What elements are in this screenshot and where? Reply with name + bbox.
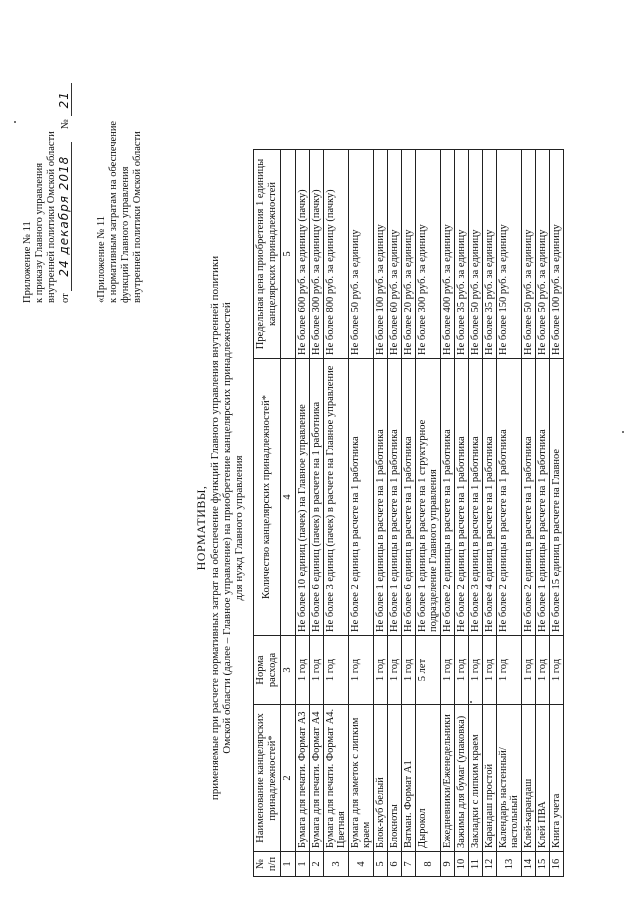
- column-number: 3: [281, 636, 296, 705]
- table-row: [441, 150, 455, 877]
- title-line: Омской области (далее – Главное управление) на приобретение канцелярских принадлежностей: [221, 302, 233, 754]
- scan-speck: [622, 431, 624, 433]
- row-quantity: Не более 4 единиц в расчете на 1 работника: [483, 359, 497, 636]
- approval-line: внутренней политики Омской области: [46, 131, 57, 303]
- row-number: 5: [374, 852, 388, 877]
- header-num: № п/п: [254, 852, 281, 877]
- approval-date-line: [58, 83, 72, 303]
- table-body: [296, 150, 564, 877]
- row-item-name: Книга учета: [550, 705, 564, 852]
- table-row: [455, 150, 469, 877]
- row-number: 11: [469, 852, 483, 877]
- row-quantity: Не более 10 единиц (пачек) на Главное управление: [296, 359, 310, 636]
- row-price: Не более 20 руб. за единицу: [402, 150, 416, 359]
- table-row: [469, 150, 483, 877]
- scan-speck: [14, 121, 16, 123]
- row-quantity: Не более 6 единиц (пачек) в расчете на 1 работника: [310, 359, 324, 636]
- row-price: Не более 150 руб. за единицу: [497, 150, 522, 359]
- row-item-name: Зажимы для бумаг (упаковка): [455, 705, 469, 852]
- row-item-name: Блокноты: [388, 705, 402, 852]
- row-item-name: Бумага для печати. Формат А4. Цветная: [324, 705, 349, 852]
- row-price: Не более 50 руб. за единицу: [522, 150, 536, 359]
- row-number: 14: [522, 852, 536, 877]
- header-qty: Количество канцелярских принадлежностей*: [254, 359, 281, 636]
- row-norm: 1 год: [497, 636, 522, 705]
- row-item-name: Ватман. Формат А1: [402, 705, 416, 852]
- row-quantity: Не более 2 единиц в расчете на 1 работника: [349, 359, 374, 636]
- row-price: Не более 100 руб. за единицу: [550, 150, 564, 359]
- row-norm: 1 год: [349, 636, 374, 705]
- row-number: 2: [310, 852, 324, 877]
- approval-block: [22, 83, 72, 303]
- row-number: 4: [349, 852, 374, 877]
- date-prefix: от: [60, 293, 71, 303]
- table-row: [324, 150, 349, 877]
- row-quantity: Не более 1 единицы в расчете на 1 работника: [536, 359, 550, 636]
- table-row: [402, 150, 416, 877]
- row-norm: 1 год: [441, 636, 455, 705]
- row-quantity: Не более 1 единицы в расчете на 1 структурное подразделение Главного управления: [416, 359, 441, 636]
- row-norm: 1 год: [550, 636, 564, 705]
- approval-line: к приказу Главного управления: [34, 162, 45, 303]
- row-quantity: Не более 2 единиц в расчете на 1 работника: [455, 359, 469, 636]
- row-quantity: Не более 1 единицы в расчете на 1 работника: [388, 359, 402, 636]
- table-row: [497, 150, 522, 877]
- row-price: Не более 60 руб. за единицу: [388, 150, 402, 359]
- title-heading: НОРМАТИВЫ,: [194, 485, 208, 571]
- row-number: 12: [483, 852, 497, 877]
- table-column-numbers-row: [281, 150, 296, 877]
- table-row: [550, 150, 564, 877]
- row-number: 16: [550, 852, 564, 877]
- row-norm: 1 год: [374, 636, 388, 705]
- row-item-name: Календарь настенный/настольный: [497, 705, 522, 852]
- row-number: 13: [497, 852, 522, 877]
- row-item-name: Закладки с липким краем: [469, 705, 483, 852]
- table-row: [522, 150, 536, 877]
- row-price: Не более 35 руб. за единицу: [483, 150, 497, 359]
- row-item-name: Карандаш простой: [483, 705, 497, 852]
- column-number: 1: [281, 852, 296, 877]
- ref-line: функций Главного управления: [120, 166, 131, 303]
- row-quantity: Не более 2 единицы в расчете на 1 работника: [441, 359, 455, 636]
- row-item-name: Бумага для печати. Формат А4: [310, 705, 324, 852]
- row-quantity: Не более 3 единиц (пачек) в расчете на Главное управление: [324, 359, 349, 636]
- row-quantity: Не более 1 единицы в расчете на 1 работника: [374, 359, 388, 636]
- row-price: Не более 600 руб. за единицу (пачку): [296, 150, 310, 359]
- column-number: 2: [281, 705, 296, 852]
- row-quantity: Не более 6 единиц в расчете на 1 работника: [402, 359, 416, 636]
- row-quantity: Не более 15 единиц в расчете на Главное: [550, 359, 564, 636]
- row-item-name: Бумага для заметок с липким краем: [349, 705, 374, 852]
- row-price: Не более 50 руб. за единицу: [536, 150, 550, 359]
- ref-line: внутренней политики Омской области: [132, 131, 143, 303]
- row-number: 15: [536, 852, 550, 877]
- row-price: Не более 35 руб. за единицу: [455, 150, 469, 359]
- column-number: 4: [281, 359, 296, 636]
- row-price: Не более 50 руб. за единицу: [469, 150, 483, 359]
- title-line: для нужд Главного управления: [233, 455, 245, 601]
- row-number: 7: [402, 852, 416, 877]
- header-price: Предельная цена приобретения 1 единицы канцелярских принадлежностей: [254, 150, 281, 359]
- row-number: 6: [388, 852, 402, 877]
- row-norm: 1 год: [388, 636, 402, 705]
- handwritten-number: 21: [57, 83, 72, 116]
- table-row: [374, 150, 388, 877]
- handwritten-date: 24 декабря 2018: [57, 142, 72, 291]
- row-price: Не более 400 руб. за единицу: [441, 150, 455, 359]
- row-item-name: Клей ПВА: [536, 705, 550, 852]
- row-price: Не более 800 руб. за единицу (пачку): [324, 150, 349, 359]
- table-row: [483, 150, 497, 877]
- header-name: Наименование канцелярских принадлежностей*: [254, 705, 281, 852]
- row-price: Не более 300 руб. за единицу (пачку): [310, 150, 324, 359]
- row-norm: 1 год: [483, 636, 497, 705]
- table-row: [536, 150, 550, 877]
- title-line: применяемые при расчете нормативных затрат на обеспечение функций Главного управления внутренней политики: [209, 255, 221, 801]
- table-row: [416, 150, 441, 877]
- row-quantity: Не более 2 единиц в расчете на 1 работника: [522, 359, 536, 636]
- row-norm: 5 лет: [416, 636, 441, 705]
- row-price: Не более 300 руб. за единицу: [416, 150, 441, 359]
- table-row: [349, 150, 374, 877]
- reference-block: [96, 121, 144, 303]
- scan-speck: [470, 701, 472, 703]
- table-row: [388, 150, 402, 877]
- column-number: 5: [281, 150, 296, 359]
- row-norm: 1 год: [296, 636, 310, 705]
- row-norm: 1 год: [455, 636, 469, 705]
- row-item-name: Блок-куб белый: [374, 705, 388, 852]
- row-item-name: Бумага для печати. Формат А3: [296, 705, 310, 852]
- ref-line: «Приложение № 11: [96, 216, 107, 303]
- row-number: 8: [416, 852, 441, 877]
- row-quantity: Не более 2 единицы в расчете на 1 работника: [497, 359, 522, 636]
- approval-line: Приложение № 11: [22, 221, 33, 303]
- row-norm: 1 год: [310, 636, 324, 705]
- ref-line: к нормативным затратам на обеспечение: [108, 120, 119, 303]
- row-norm: 1 год: [402, 636, 416, 705]
- row-norm: 1 год: [522, 636, 536, 705]
- row-norm: 1 год: [536, 636, 550, 705]
- number-prefix: №: [60, 119, 71, 130]
- row-quantity: Не более 3 единиц в расчете на 1 работника: [469, 359, 483, 636]
- row-number: 9: [441, 852, 455, 877]
- row-number: 3: [324, 852, 349, 877]
- table-row: [310, 150, 324, 877]
- row-item-name: Клей-карандаш: [522, 705, 536, 852]
- row-norm: 1 год: [324, 636, 349, 705]
- row-number: 10: [455, 852, 469, 877]
- document-title: [195, 243, 245, 813]
- row-norm: 1 год: [469, 636, 483, 705]
- row-price: Не более 100 руб. за единицу: [374, 150, 388, 359]
- table-header-row: [254, 150, 281, 877]
- row-item-name: Ежедневники/Еженедельники: [441, 705, 455, 852]
- row-number: 1: [296, 852, 310, 877]
- row-price: Не более 50 руб. за единицу: [349, 150, 374, 359]
- stationery-norms-table: [253, 149, 564, 877]
- header-norm: Норма расхода: [254, 636, 281, 705]
- row-item-name: Дырокол: [416, 705, 441, 852]
- table-row: [296, 150, 310, 877]
